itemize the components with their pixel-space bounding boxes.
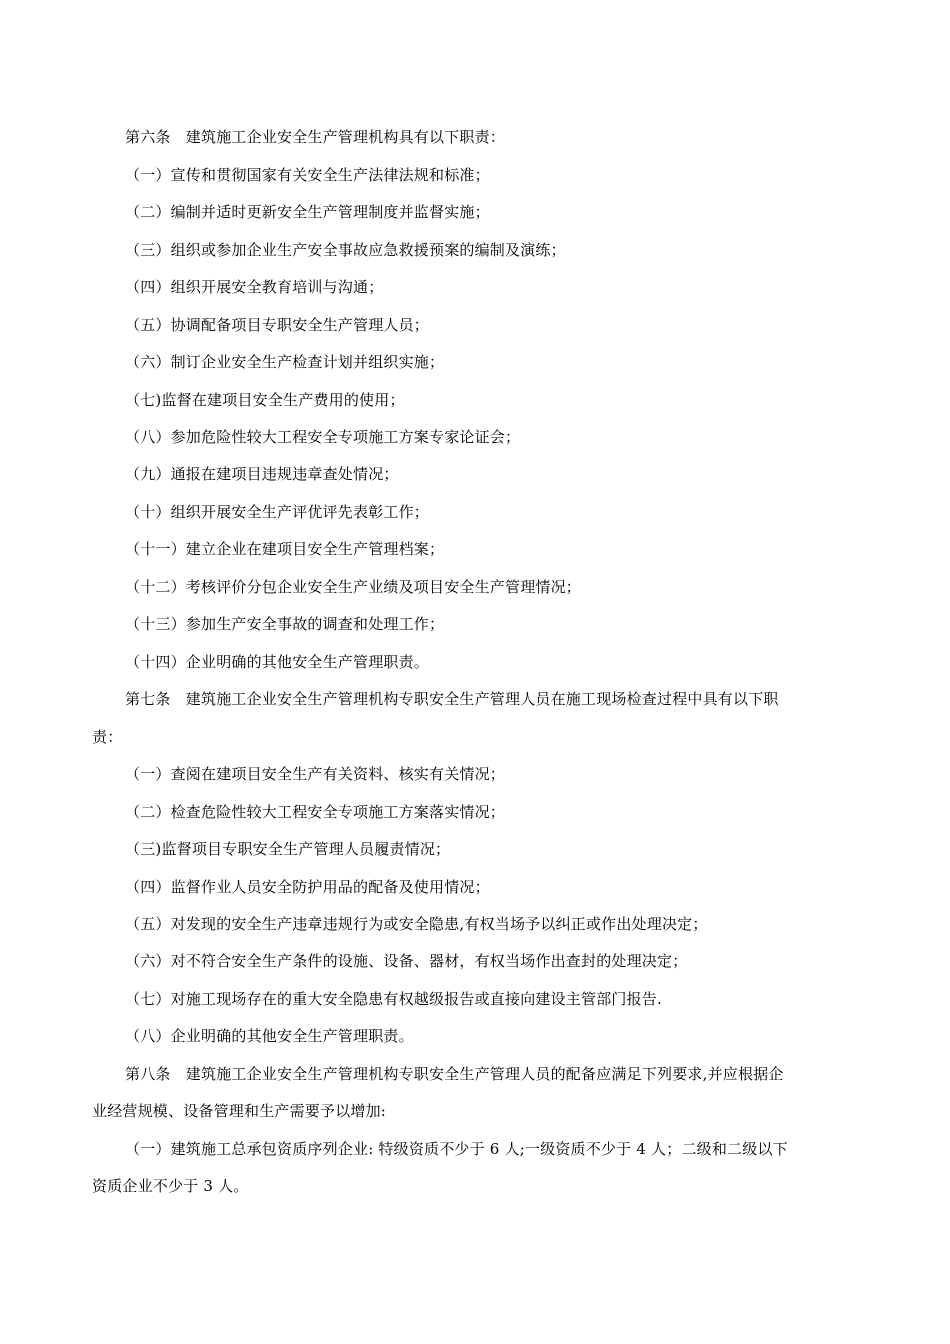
article-7-item-1: （一）查阅在建项目安全生产有关资料、核实有关情况； xyxy=(125,765,506,783)
article-8-heading-continued: 业经营规模、设备管理和生产需要予以增加: xyxy=(92,1102,387,1120)
article-7-heading-continued: 责： xyxy=(92,728,123,746)
article-6-item-6: （六）制订企业安全生产检查计划并组织实施； xyxy=(125,353,445,371)
article-6-item-4: （四）组织开展安全教育培训与沟通； xyxy=(125,278,384,296)
article-7-heading: 第七条 建筑施工企业安全生产管理机构专职安全生产管理人员在施工现场检查过程中具有以下职 xyxy=(125,690,779,708)
article-7-item-8: （八）企业明确的其他安全生产管理职责。 xyxy=(125,1027,414,1045)
article-6-item-10: （十）组织开展安全生产评优评先表彰工作； xyxy=(125,503,430,521)
article-6-item-1: （一）宣传和贯彻国家有关安全生产法律法规和标准； xyxy=(125,166,490,184)
article-7-item-2: （二）检查危险性较大工程安全专项施工方案落实情况； xyxy=(125,803,506,821)
article-7-item-4: （四）监督作业人员安全防护用品的配备及使用情况； xyxy=(125,878,490,896)
article-6-item-2: （二）编制并适时更新安全生产管理制度并监督实施； xyxy=(125,203,490,221)
article-6-item-11: （十一）建立企业在建项目安全生产管理档案； xyxy=(125,540,445,558)
article-6-item-3: （三）组织或参加企业生产安全事故应急救援预案的编制及演练； xyxy=(125,241,566,259)
article-6-item-7: （七)监督在建项目安全生产费用的使用； xyxy=(125,391,405,409)
article-6-item-8: （八）参加危险性较大工程安全专项施工方案专家论证会； xyxy=(125,428,521,446)
article-7-item-3: （三)监督项目专职安全生产管理人员履责情况； xyxy=(125,840,451,858)
article-7-item-6: （六）对不符合安全生产条件的设施、设备、器材，有权当场作出查封的处理决定； xyxy=(125,952,688,970)
article-7-item-7: （七）对施工现场存在的重大安全隐患有权越级报告或直接向建设主管部门报告. xyxy=(125,990,662,1008)
article-8-heading: 第八条 建筑施工企业安全生产管理机构专职安全生产管理人员的配备应满足下列要求,并应根据企 xyxy=(125,1065,784,1083)
article-6-heading: 第六条 建筑施工企业安全生产管理机构具有以下职责： xyxy=(125,128,506,146)
article-6-item-13: （十三）参加生产安全事故的调查和处理工作； xyxy=(125,615,445,633)
article-6-item-5: （五）协调配备项目专职安全生产管理人员； xyxy=(125,316,430,334)
article-8-item-1: （一）建筑施工总承包资质序列企业: 特级资质不少于 6 人;一级资质不少于 4 人；二级和二级以下 xyxy=(125,1140,788,1158)
article-6-item-9: （九）通报在建项目违规违章查处情况； xyxy=(125,465,399,483)
article-8-item-1-continued: 资质企业不少于 3 人。 xyxy=(92,1177,249,1195)
article-6-item-12: （十二）考核评价分包企业安全生产业绩及项目安全生产管理情况； xyxy=(125,578,582,596)
article-6-item-14: （十四）企业明确的其他安全生产管理职责。 xyxy=(125,653,430,671)
article-7-item-5: （五）对发现的安全生产违章违规行为或安全隐患,有权当场予以纠正或作出处理决定； xyxy=(125,915,708,933)
